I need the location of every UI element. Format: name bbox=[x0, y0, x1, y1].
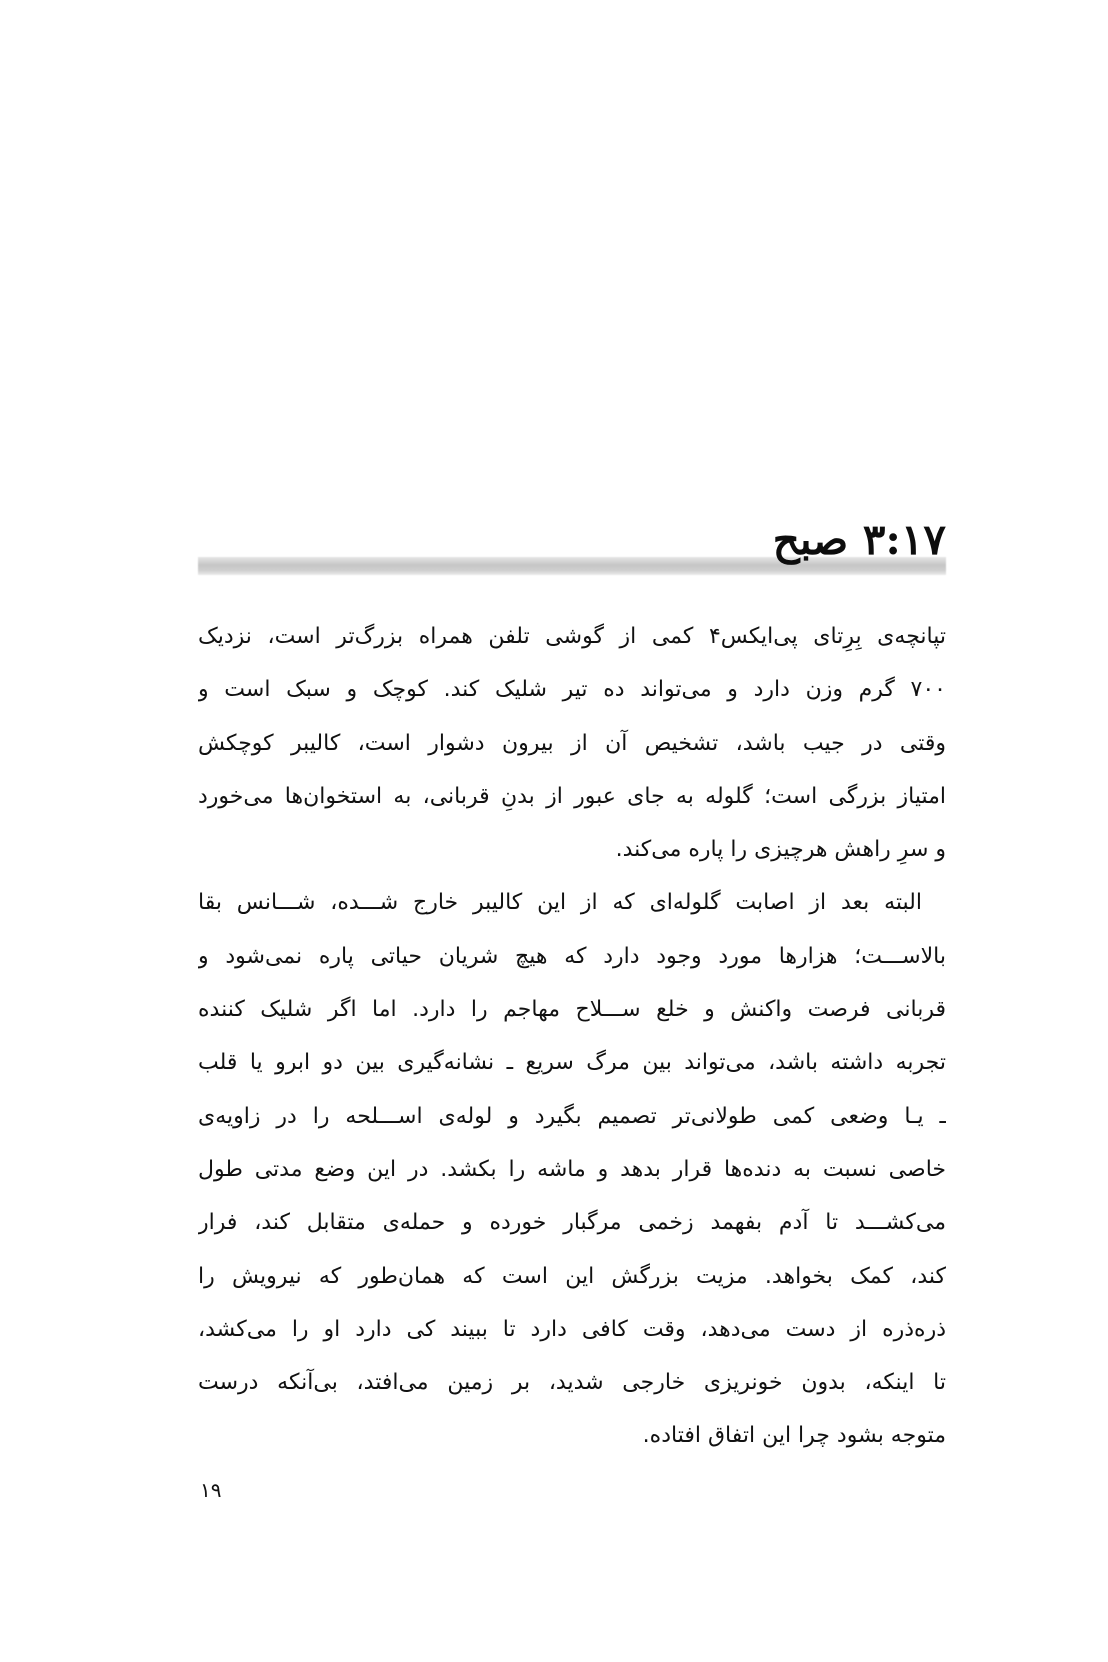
text-line: تجربه داشته باشد، می‌تواند بین مرگ سریع ـ نشانه‌گیری بین دو ابرو یا قلب bbox=[198, 1050, 946, 1076]
text-line: تا اینکه، بدون خونریزی خارجی شدید، بر زمین می‌افتد، بی‌آنکه درست bbox=[198, 1370, 946, 1396]
page-number: ۱۹ bbox=[200, 1478, 222, 1502]
text-line: وقتی در جیب باشد، تشخیص آن از بیرون دشوار است، کالیبر کوچکش bbox=[198, 730, 946, 756]
body-text bbox=[198, 610, 946, 1463]
text-line: ذره‌ذره از دست می‌دهد، وقت کافی دارد تا ببیند کی دارد او را می‌کشد، bbox=[198, 1316, 946, 1342]
chapter-header bbox=[198, 505, 946, 575]
text-line: امتیاز بزرگی است؛ گلوله به جای عبور از بدنِ قربانی، به استخوان‌ها می‌خورد bbox=[198, 783, 946, 809]
text-line: و سرِ راهش هرچیزی را پاره می‌کند. bbox=[615, 837, 946, 863]
text-line: می‌کشـــد تا آدم بفهمد زخمی مرگبار خورده و حمله‌ی متقابل کند، فرار bbox=[198, 1210, 946, 1236]
text-line: ـ یـا وضعی کمی طولانی‌تر تصمیم بگیرد و لوله‌ی اســـلحه را در زاویه‌ی bbox=[198, 1103, 946, 1129]
text-line: تپانچه‌ی بِرِتای پی‌ایکس۴ کمی از گوشی تلفن همراه بزرگ‌تر است، نزدیک bbox=[198, 624, 946, 649]
paragraph-2 bbox=[198, 876, 946, 1462]
paragraph-1 bbox=[198, 610, 946, 876]
text-line: بالاســـت؛ هزارها مورد وجود دارد که هیچ شریان حیاتی پاره نمی‌شود و bbox=[198, 943, 946, 969]
chapter-title: ۳:۱۷ صبح bbox=[772, 515, 946, 564]
text-line: البته بعد از اصابت گلوله‌ای که از این کالیبر خارج شـــده، شـــانس بقا bbox=[198, 890, 922, 916]
text-line: ۷۰۰ گرم وزن دارد و می‌تواند ده تیر شلیک کند. کوچک و سبک است و bbox=[198, 677, 946, 703]
text-line: متوجه بشود چرا این اتفاق افتاده. bbox=[642, 1423, 946, 1449]
text-line: قربانی فرصت واکنش و خلع ســـلاح مهاجم را دارد. اما اگر شلیک کننده bbox=[198, 997, 946, 1023]
text-line: خاصی نسبت به دنده‌ها قرار بدهد و ماشه را بکشد. در این وضع مدتی طول bbox=[198, 1156, 946, 1182]
text-line: کند، کمک بخواهد. مزیت بزرگش این است که همان‌طور که نیرویش را bbox=[198, 1263, 946, 1289]
